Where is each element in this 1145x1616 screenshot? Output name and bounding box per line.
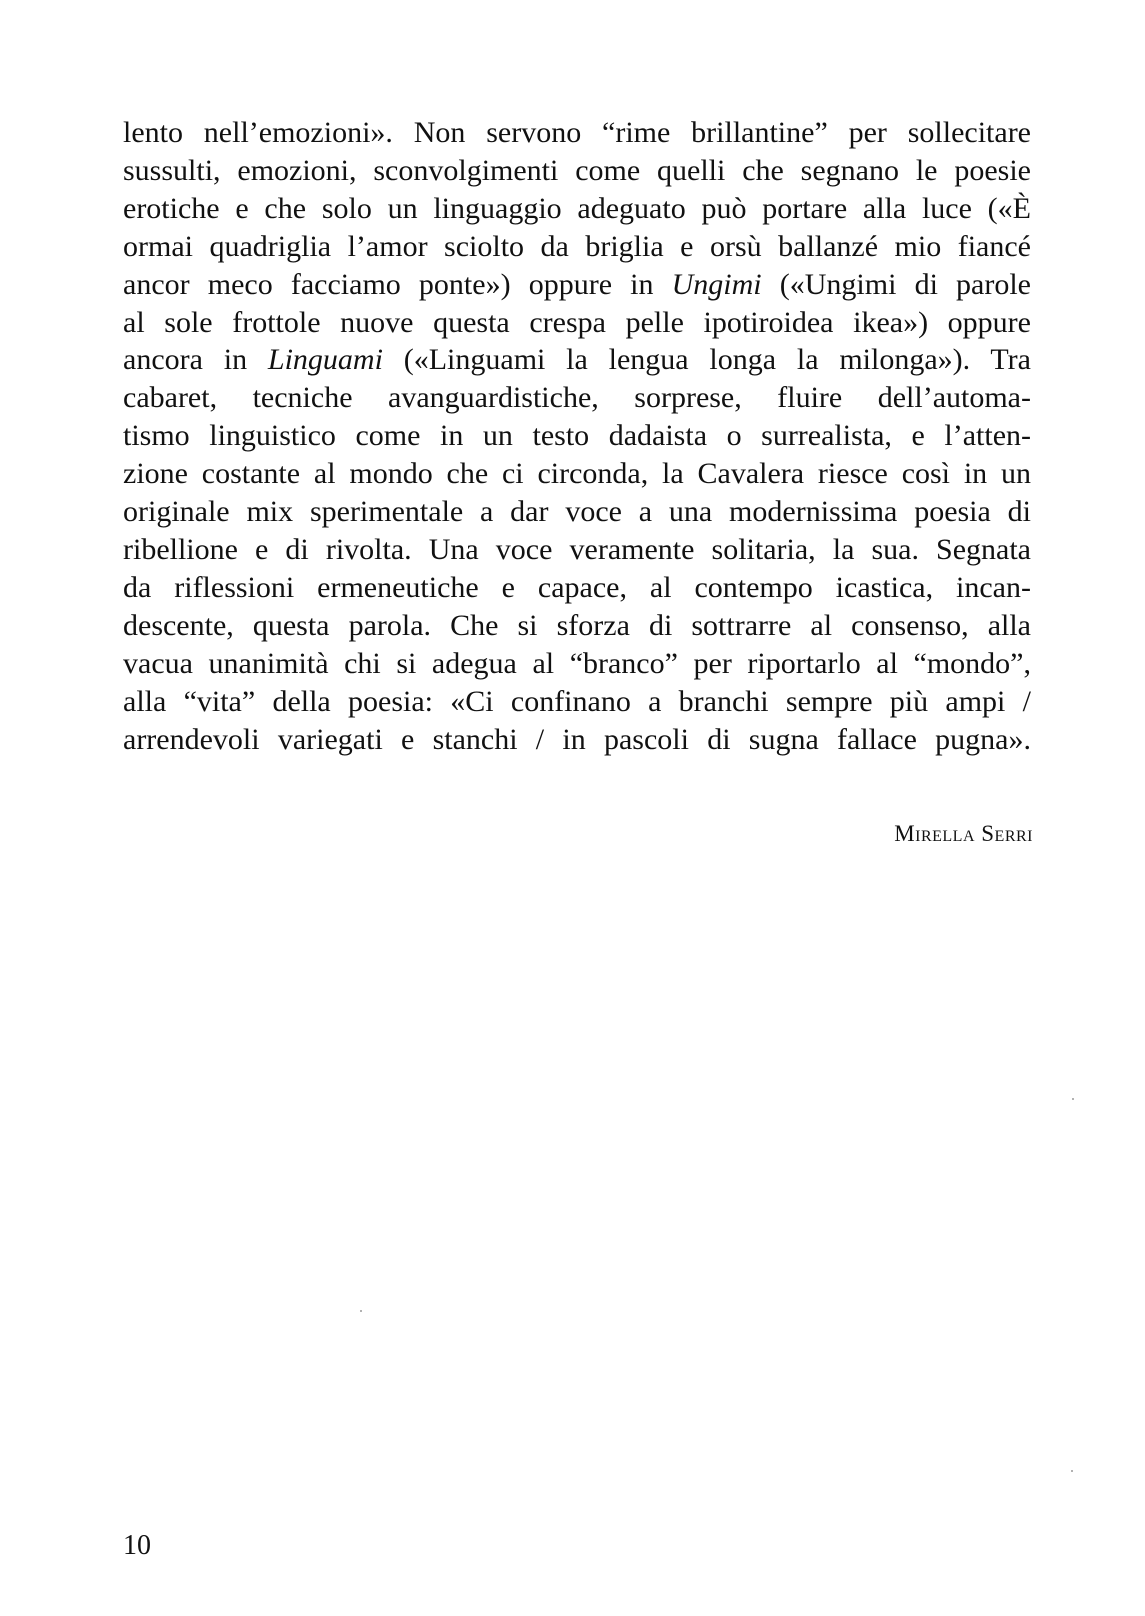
text-line xyxy=(123,569,1031,607)
text-line xyxy=(123,304,1031,342)
text-line xyxy=(123,266,1031,304)
text-line xyxy=(123,417,1031,455)
text-line xyxy=(123,228,1031,266)
text-segment: alla “vita” della poesia: «Ci confinano a branchi sempre più ampi / xyxy=(123,684,1031,718)
text-segment: al sole frottole nuove questa crespa pelle ipotiroidea ikea») oppure xyxy=(123,305,1031,339)
text-segment: («Linguami la lengua longa la milonga»). Tra xyxy=(382,343,1031,377)
scan-speck xyxy=(1072,1098,1074,1100)
text-segment: ancora in xyxy=(123,343,268,377)
text-segment: originale mix sperimentale a dar voce a una modernissima poesia di xyxy=(123,495,1031,529)
text-line xyxy=(123,493,1031,531)
text-line xyxy=(123,455,1031,493)
scan-speck xyxy=(360,1310,362,1312)
text-segment: zione costante al mondo che ci circonda, la Cavalera riesce così in un xyxy=(123,457,1031,491)
author-signature: Mirella Serri xyxy=(894,821,1033,846)
italic-title: Linguami xyxy=(267,343,383,377)
text-line xyxy=(123,531,1031,569)
text-line xyxy=(123,341,1031,379)
scan-speck xyxy=(1071,1470,1073,1472)
text-segment: ancor meco facciamo ponte») oppure in xyxy=(123,267,672,301)
text-segment: descente, questa parola. Che si sforza di sottrarre al consenso, alla xyxy=(123,608,1031,642)
text-segment: arrendevoli variegati e stanchi / in pascoli di sugna fallace pugna». xyxy=(123,722,1031,756)
text-line xyxy=(123,379,1031,417)
text-segment: ribellione e di rivolta. Una voce veramente solitaria, la sua. Segnata xyxy=(123,532,1031,566)
text-segment: sussulti, emozioni, sconvolgimenti come quelli che segnano le poesie xyxy=(123,153,1031,187)
text-segment: ormai quadriglia l’amor sciolto da briglia e orsù ballanzé mio fiancé xyxy=(123,229,1031,263)
text-line xyxy=(123,190,1031,228)
text-segment: lento nell’emozioni». Non servono “rime brillantine” per sollecitare xyxy=(123,116,1031,149)
text-line xyxy=(123,645,1031,683)
text-line xyxy=(123,607,1031,645)
page-number: 10 xyxy=(123,1530,151,1561)
text-segment: («Ungimi di parole xyxy=(761,267,1031,301)
text-segment: vacua unanimità chi si adegua al “branco” per riportarlo al “mondo”, xyxy=(123,646,1031,680)
text-segment: erotiche e che solo un linguaggio adeguato può portare alla luce («È xyxy=(123,191,1031,225)
body-paragraph xyxy=(123,114,1031,758)
italic-title: Ungimi xyxy=(671,267,762,301)
text-line xyxy=(123,721,1031,759)
text-segment: tismo linguistico come in un testo dadaista o surrealista, e l’atten- xyxy=(123,419,1031,453)
text-line xyxy=(123,683,1031,721)
text-segment: cabaret, tecniche avanguardistiche, sorprese, fluire dell’automa- xyxy=(123,381,1031,415)
text-line xyxy=(123,114,1031,152)
text-segment: da riflessioni ermeneutiche e capace, al contempo icastica, incan- xyxy=(123,570,1031,604)
text-line xyxy=(123,152,1031,190)
